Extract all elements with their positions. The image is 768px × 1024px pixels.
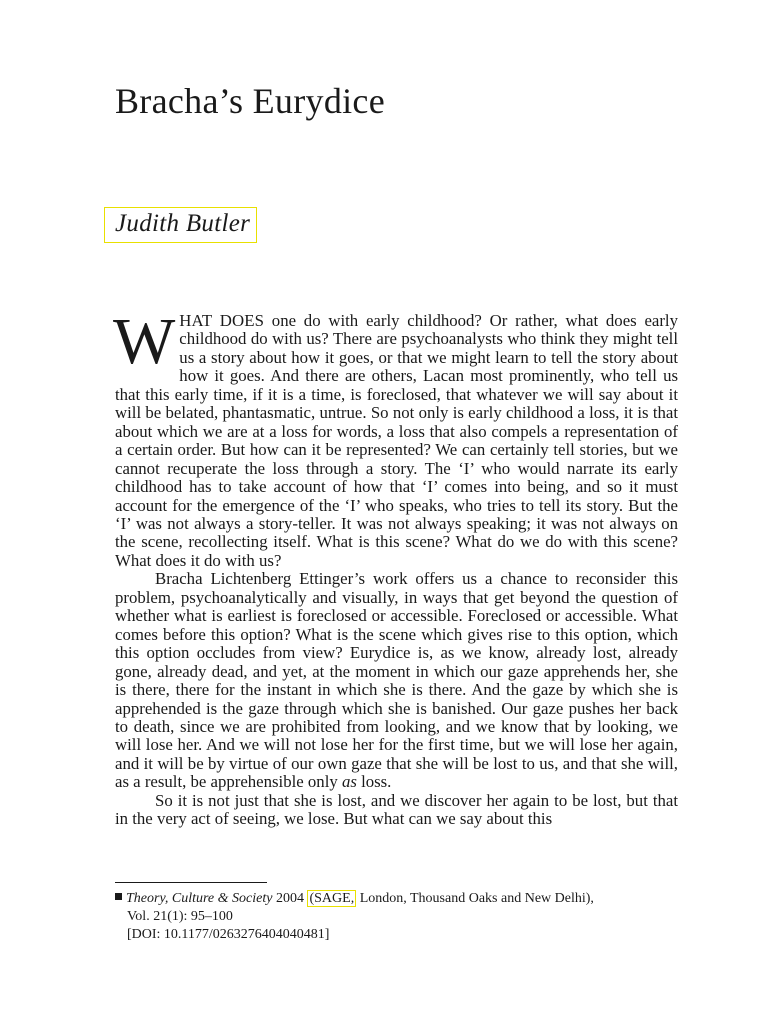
paragraph-2 <box>115 570 678 791</box>
footnote-volume: Vol. 21(1): 95–100 <box>127 909 233 924</box>
article-body <box>113 305 678 829</box>
footnote-rule <box>115 882 267 883</box>
paragraph-2-end: loss. <box>356 772 392 792</box>
journal-year: 2004 <box>272 891 308 906</box>
paragraph-3: So it is not just that she is lost, and we discover her again to be lost, but that in the very act of seeing, we lose. But what can we say about this <box>115 790 678 829</box>
drop-cap: W <box>113 305 176 378</box>
author-name: Judith Butler <box>115 210 251 237</box>
publisher-location: London, Thousand Oaks and New Delhi), <box>356 891 594 906</box>
article-title: Bracha’s Eurydice <box>115 81 385 121</box>
paragraph-1-text: one do with early childhood? Or rather, what does early childhood do with us? There are psychoanalysts who think they might tell us a story about how it goes, or that we might learn to tell the story about how it goes. And there are others, Lacan most prominently, who tell us that this early time, if it is a time, is foreclosed, that whatever we will say about it will be belated, phantasmatic, untrue. So not only is early childhood a loss, it is that about which we are at a loss for words, a loss that also compels a representation of a certain order. But how can it be represented? We can certainly tell stories, but we cannot recuperate the loss through a story. The ‘I’ who would narrate its early childhood has to take account of how that ‘I’ comes into being, and so it must account for the emergence of the ‘I’ who speaks, who tries to tell its story. But the ‘I’ was not always a story-teller. It was not always speaking; it was not always on the scene, recollecting itself. What is this scene? What do we do with this scene? What does it do with us? <box>115 311 678 570</box>
lead-caps: HAT DOES <box>179 311 265 330</box>
paragraph-1 <box>113 305 678 570</box>
paragraph-2-text: Bracha Lichtenberg Ettinger’s work offers us a chance to reconsider this problem, psychoanalytically and visually, in ways that get beyond the question of whether what is earliest is foreclosed or accessible. Foreclosed or accessible. What comes before this option? What is the scene which gives rise to this option, which this option occludes from view? Eurydice is, as we know, already lost, already gone, already dead, and yet, at the moment in which our gaze apprehends her, she is there, there for the instant in which she is there. And the gaze by which she is apprehended is the gaze through which she is banished. Our gaze pushes her back to death, since we are prohibited from looking, and we know that by looking, we will lose her. And we will not lose her for the first time, but we will lose her again, and it will be by virtue of our own gaze that she will be lost to us, and that she will, as a result, be apprehensible only <box>115 569 678 792</box>
footnote <box>115 890 675 944</box>
footnote-doi: [DOI: 10.1177/0263276404040481] <box>127 927 330 942</box>
publisher-highlight[interactable]: (SAGE, <box>309 891 355 906</box>
journal-name: Theory, Culture & Society <box>126 891 273 906</box>
square-bullet-icon <box>115 893 122 900</box>
author-highlight-box[interactable] <box>104 207 257 243</box>
footnote-line-1 <box>115 890 675 908</box>
paragraph-2-emphasis: as <box>341 772 357 792</box>
